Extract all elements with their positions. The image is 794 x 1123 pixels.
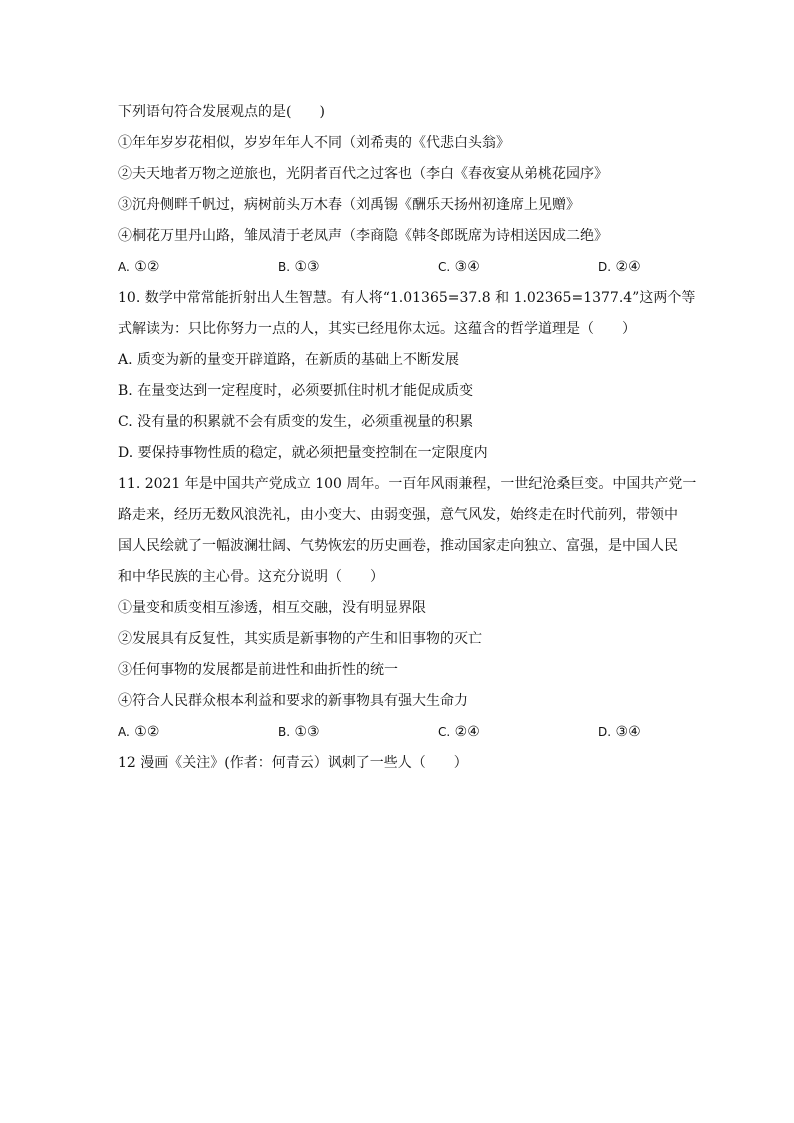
q9-option-b xyxy=(278,257,438,288)
q12-stem: 12 漫画《关注》(作者：何青云）讽刺了一些人（ ） xyxy=(118,755,468,771)
q11-option-d-text: ③④ xyxy=(615,724,641,740)
q10-choice-c: C. 没有量的积累就不会有质变的发生，必须重视量的积累 xyxy=(118,414,474,430)
q9-option-c-label: C. xyxy=(438,260,451,274)
q11-option-b-text: ①③ xyxy=(294,724,320,740)
q9-options xyxy=(118,257,680,288)
q11-stem-line-2: 路走来，经历无数风浪洗礼，由小变大、由弱变强，意气风发，始终走在时代前列，带领中 xyxy=(118,507,678,523)
q9-statement-4: ④桐花万里丹山路，雏凤清于老凤声（李商隐《韩冬郎既席为诗相送因成二绝》 xyxy=(118,228,608,244)
q11-option-a xyxy=(118,722,278,753)
q11-stem-line-4: 和中华民族的主心骨。这充分说明（ ） xyxy=(118,569,384,585)
q9-stem: 下列语句符合发展观点的是( ) xyxy=(118,104,325,120)
q9-option-c-text: ③④ xyxy=(454,259,480,275)
q11-stem-line-1: 11. 2021 年是中国共产党成立 100 周年。一百年风雨兼程，一世纪沧桑巨变。中国共产党一 xyxy=(118,476,697,492)
q11-options xyxy=(118,722,680,753)
q9-option-a xyxy=(118,257,278,288)
q11-option-d xyxy=(598,722,678,753)
q10-stem-line-1: 10. 数学中常常能折射出人生智慧。有人将“1.01365=37.8 和 1.02365=1377.4”这两个等 xyxy=(118,290,696,306)
q9-statement-1: ①年年岁岁花相似，岁岁年年人不同（刘希夷的《代悲白头翁》 xyxy=(118,135,510,151)
q9-statement-3: ③沉舟侧畔千帆过，病树前头万木春（刘禹锡《酬乐天扬州初逢席上见赠》 xyxy=(118,197,580,213)
q9-statement-2: ②夫天地者万物之逆旅也，光阴者百代之过客也（李白《春夜宴从弟桃花园序》 xyxy=(118,166,608,182)
q11-statement-2: ②发展具有反复性，其实质是新事物的产生和旧事物的灭亡 xyxy=(118,631,482,647)
q11-statement-3: ③任何事物的发展都是前进性和曲折性的统一 xyxy=(118,662,398,678)
q9-option-c xyxy=(438,257,598,288)
q11-stem-line-3: 国人民绘就了一幅波澜壮阔、气势恢宏的历史画卷，推动国家走向独立、富强，是中国人民 xyxy=(118,538,678,554)
q11-statement-4: ④符合人民群众根本利益和要求的新事物具有强大生命力 xyxy=(118,693,468,709)
q11-option-c xyxy=(438,722,598,753)
q11-option-c-label: C. xyxy=(438,725,451,739)
question-content xyxy=(118,102,697,784)
q9-option-d-label: D. xyxy=(598,260,612,274)
q10-choice-b: B. 在量变达到一定程度时，必须要抓住时机才能促成质变 xyxy=(118,383,474,399)
q10-stem-line-2: 式解读为：只比你努力一点的人，其实已经甩你太远。这蕴含的哲学道理是（ ） xyxy=(118,321,636,337)
q11-option-c-text: ②④ xyxy=(454,724,480,740)
q11-option-b xyxy=(278,722,438,753)
q11-option-b-label: B. xyxy=(278,725,291,739)
q11-statement-1: ①量变和质变相互渗透，相互交融，没有明显界限 xyxy=(118,600,426,616)
q11-option-a-label: A. xyxy=(118,725,130,739)
q11-option-a-text: ①② xyxy=(134,724,160,740)
q10-choice-d: D. 要保持事物性质的稳定，就必须把量变控制在一定限度内 xyxy=(118,445,488,461)
q9-option-d xyxy=(598,257,678,288)
q11-option-d-label: D. xyxy=(598,725,612,739)
q9-option-b-text: ①③ xyxy=(294,259,320,275)
q9-option-a-label: A. xyxy=(118,260,130,274)
q9-option-b-label: B. xyxy=(278,260,291,274)
q9-option-a-text: ①② xyxy=(134,259,160,275)
q10-choice-a: A. 质变为新的量变开辟道路，在新质的基础上不断发展 xyxy=(118,352,460,368)
q9-option-d-text: ②④ xyxy=(615,259,641,275)
